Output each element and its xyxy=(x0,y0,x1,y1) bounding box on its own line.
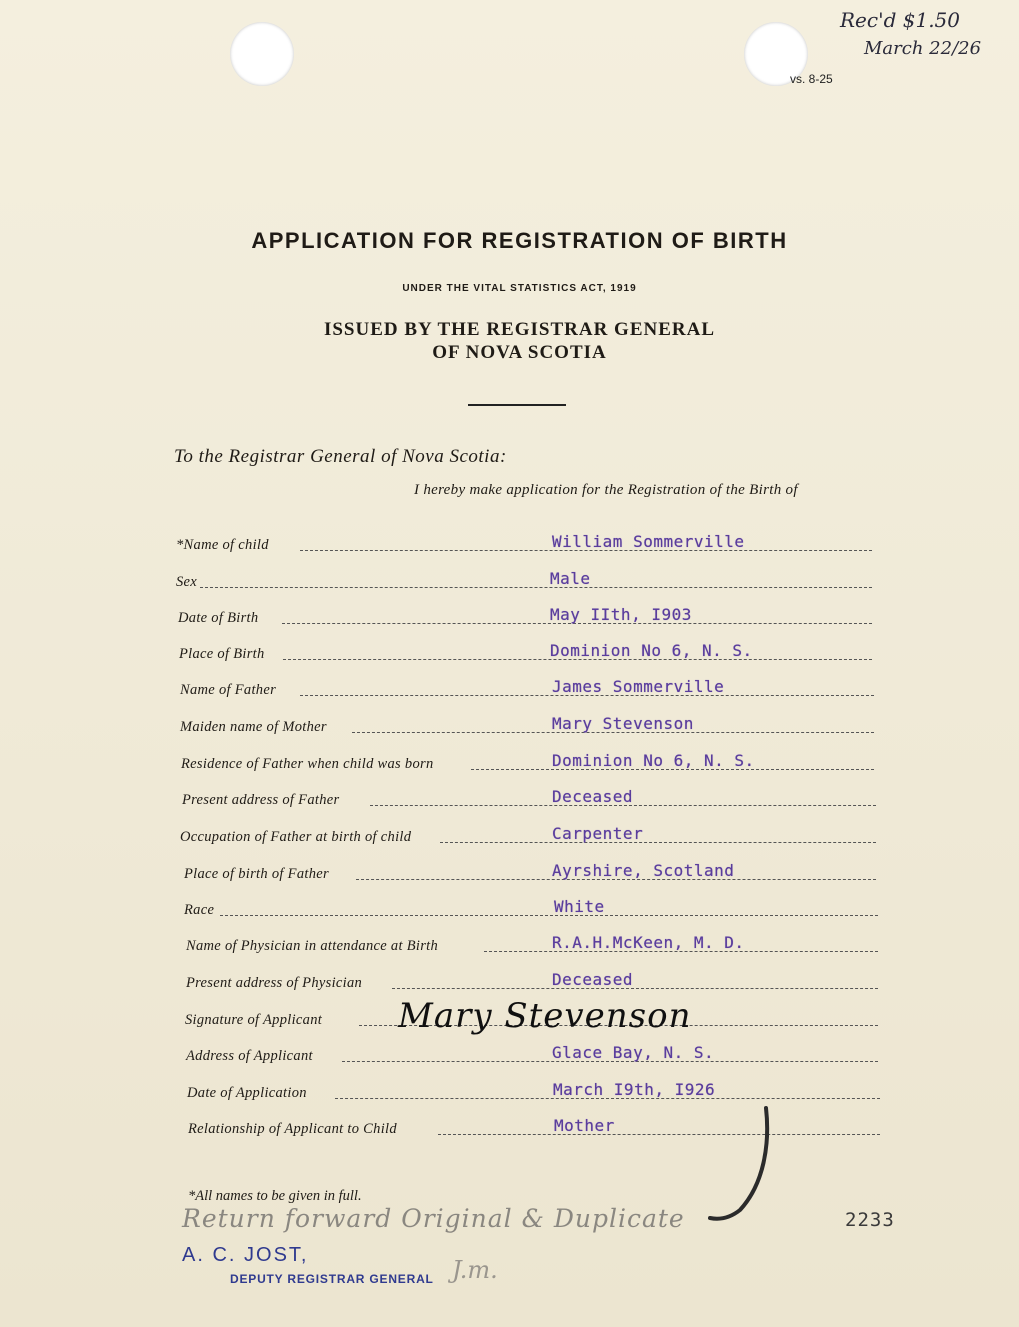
issued-by xyxy=(0,318,1019,364)
field-race xyxy=(184,898,878,922)
pen-stroke-mark xyxy=(700,1104,780,1224)
field-label: Sex xyxy=(176,574,198,590)
field-present-address-of-physician xyxy=(186,971,878,995)
field-value: White xyxy=(554,897,605,916)
field-label: Present address of Physician xyxy=(186,975,363,991)
officer-stamp-name: A. C. JOST, xyxy=(182,1244,309,1266)
field-date-of-birth xyxy=(178,606,872,630)
field-value: Male xyxy=(550,569,591,588)
document-title: APPLICATION FOR REGISTRATION OF BIRTH xyxy=(251,228,788,253)
field-label: Date of Birth xyxy=(178,610,259,626)
record-number: 2233 xyxy=(845,1209,895,1231)
field-leader xyxy=(220,915,878,916)
field-label: Date of Application xyxy=(187,1085,307,1101)
field-date-of-application xyxy=(187,1081,880,1105)
field-label: Occupation of Father at birth of child xyxy=(180,829,412,845)
field-label: Maiden name of Mother xyxy=(180,719,327,735)
field-value: Glace Bay, N. S. xyxy=(552,1043,715,1062)
field-value: Deceased xyxy=(552,787,634,806)
field-value: Deceased xyxy=(552,970,634,989)
field-label: Signature of Applicant xyxy=(185,1012,323,1028)
field-label: Name of Physician in attendance at Birth xyxy=(186,938,439,954)
field-name-of-father xyxy=(180,678,874,702)
receipt-note: Rec'd $1.50 xyxy=(840,8,961,32)
field-address-of-applicant xyxy=(186,1044,878,1068)
issued-by-line-1: ISSUED BY THE REGISTRAR GENERAL xyxy=(323,319,716,340)
receipt-date: March 22/26 xyxy=(864,38,982,59)
field-label: Race xyxy=(184,902,215,918)
field-value: March I9th, I926 xyxy=(553,1080,716,1099)
field-value: Carpenter xyxy=(552,824,644,843)
field-value: Mary Stevenson xyxy=(552,714,694,733)
field-value: William Sommerville xyxy=(552,532,745,551)
field-sex xyxy=(176,570,872,594)
footnote: *All names to be given in full. xyxy=(188,1188,362,1204)
field-place-of-birth xyxy=(179,642,872,666)
field-label: Place of Birth xyxy=(179,646,265,662)
field-label: Address of Applicant xyxy=(186,1048,313,1064)
field-leader xyxy=(438,1134,880,1135)
field-present-address-of-father xyxy=(182,788,876,812)
field-occupation-of-father xyxy=(180,825,876,849)
field-name-of-child xyxy=(176,533,872,557)
field-maiden-name-of-mother xyxy=(180,715,874,739)
field-value: May IIth, I903 xyxy=(550,605,692,624)
field-value: Ayrshire, Scotland xyxy=(552,861,735,880)
field-label: Residence of Father when child was born xyxy=(181,756,434,772)
field-leader xyxy=(392,988,878,989)
field-leader xyxy=(440,842,876,843)
field-label: Name of Father xyxy=(180,682,277,698)
addressee: To the Registrar General of Nova Scotia: xyxy=(174,446,507,467)
form-code: vs. 8-25 xyxy=(790,72,833,86)
field-label: Present address of Father xyxy=(182,792,340,808)
pencil-initials: J.m. xyxy=(452,1256,498,1284)
field-value: Mother xyxy=(554,1116,615,1135)
field-name-of-physician xyxy=(186,934,878,958)
field-label: *Name of child xyxy=(176,537,269,553)
title-divider xyxy=(468,404,566,406)
document-subtitle: UNDER THE VITAL STATISTICS ACT, 1919 xyxy=(402,283,637,294)
field-leader xyxy=(200,587,872,588)
field-residence-of-father xyxy=(181,752,874,776)
field-value: James Sommerville xyxy=(552,677,725,696)
field-value: R.A.H.McKeen, M. D. xyxy=(552,933,745,952)
punch-hole-left xyxy=(230,22,294,86)
applicant-signature: Mary Stevenson xyxy=(398,996,692,1036)
field-label: Relationship of Applicant to Child xyxy=(188,1121,397,1137)
issued-by-line-2: OF NOVA SCOTIA xyxy=(432,342,607,363)
pencil-note: Return forward Original & Duplicate xyxy=(182,1204,685,1233)
field-value: Dominion No 6, N. S. xyxy=(550,641,753,660)
officer-stamp-title: DEPUTY REGISTRAR GENERAL xyxy=(230,1272,434,1286)
intro-statement: I hereby make application for the Registration of the Birth of xyxy=(414,482,798,498)
field-label: Place of birth of Father xyxy=(184,866,329,882)
field-value: Dominion No 6, N. S. xyxy=(552,751,755,770)
field-place-of-birth-of-father xyxy=(184,862,876,886)
